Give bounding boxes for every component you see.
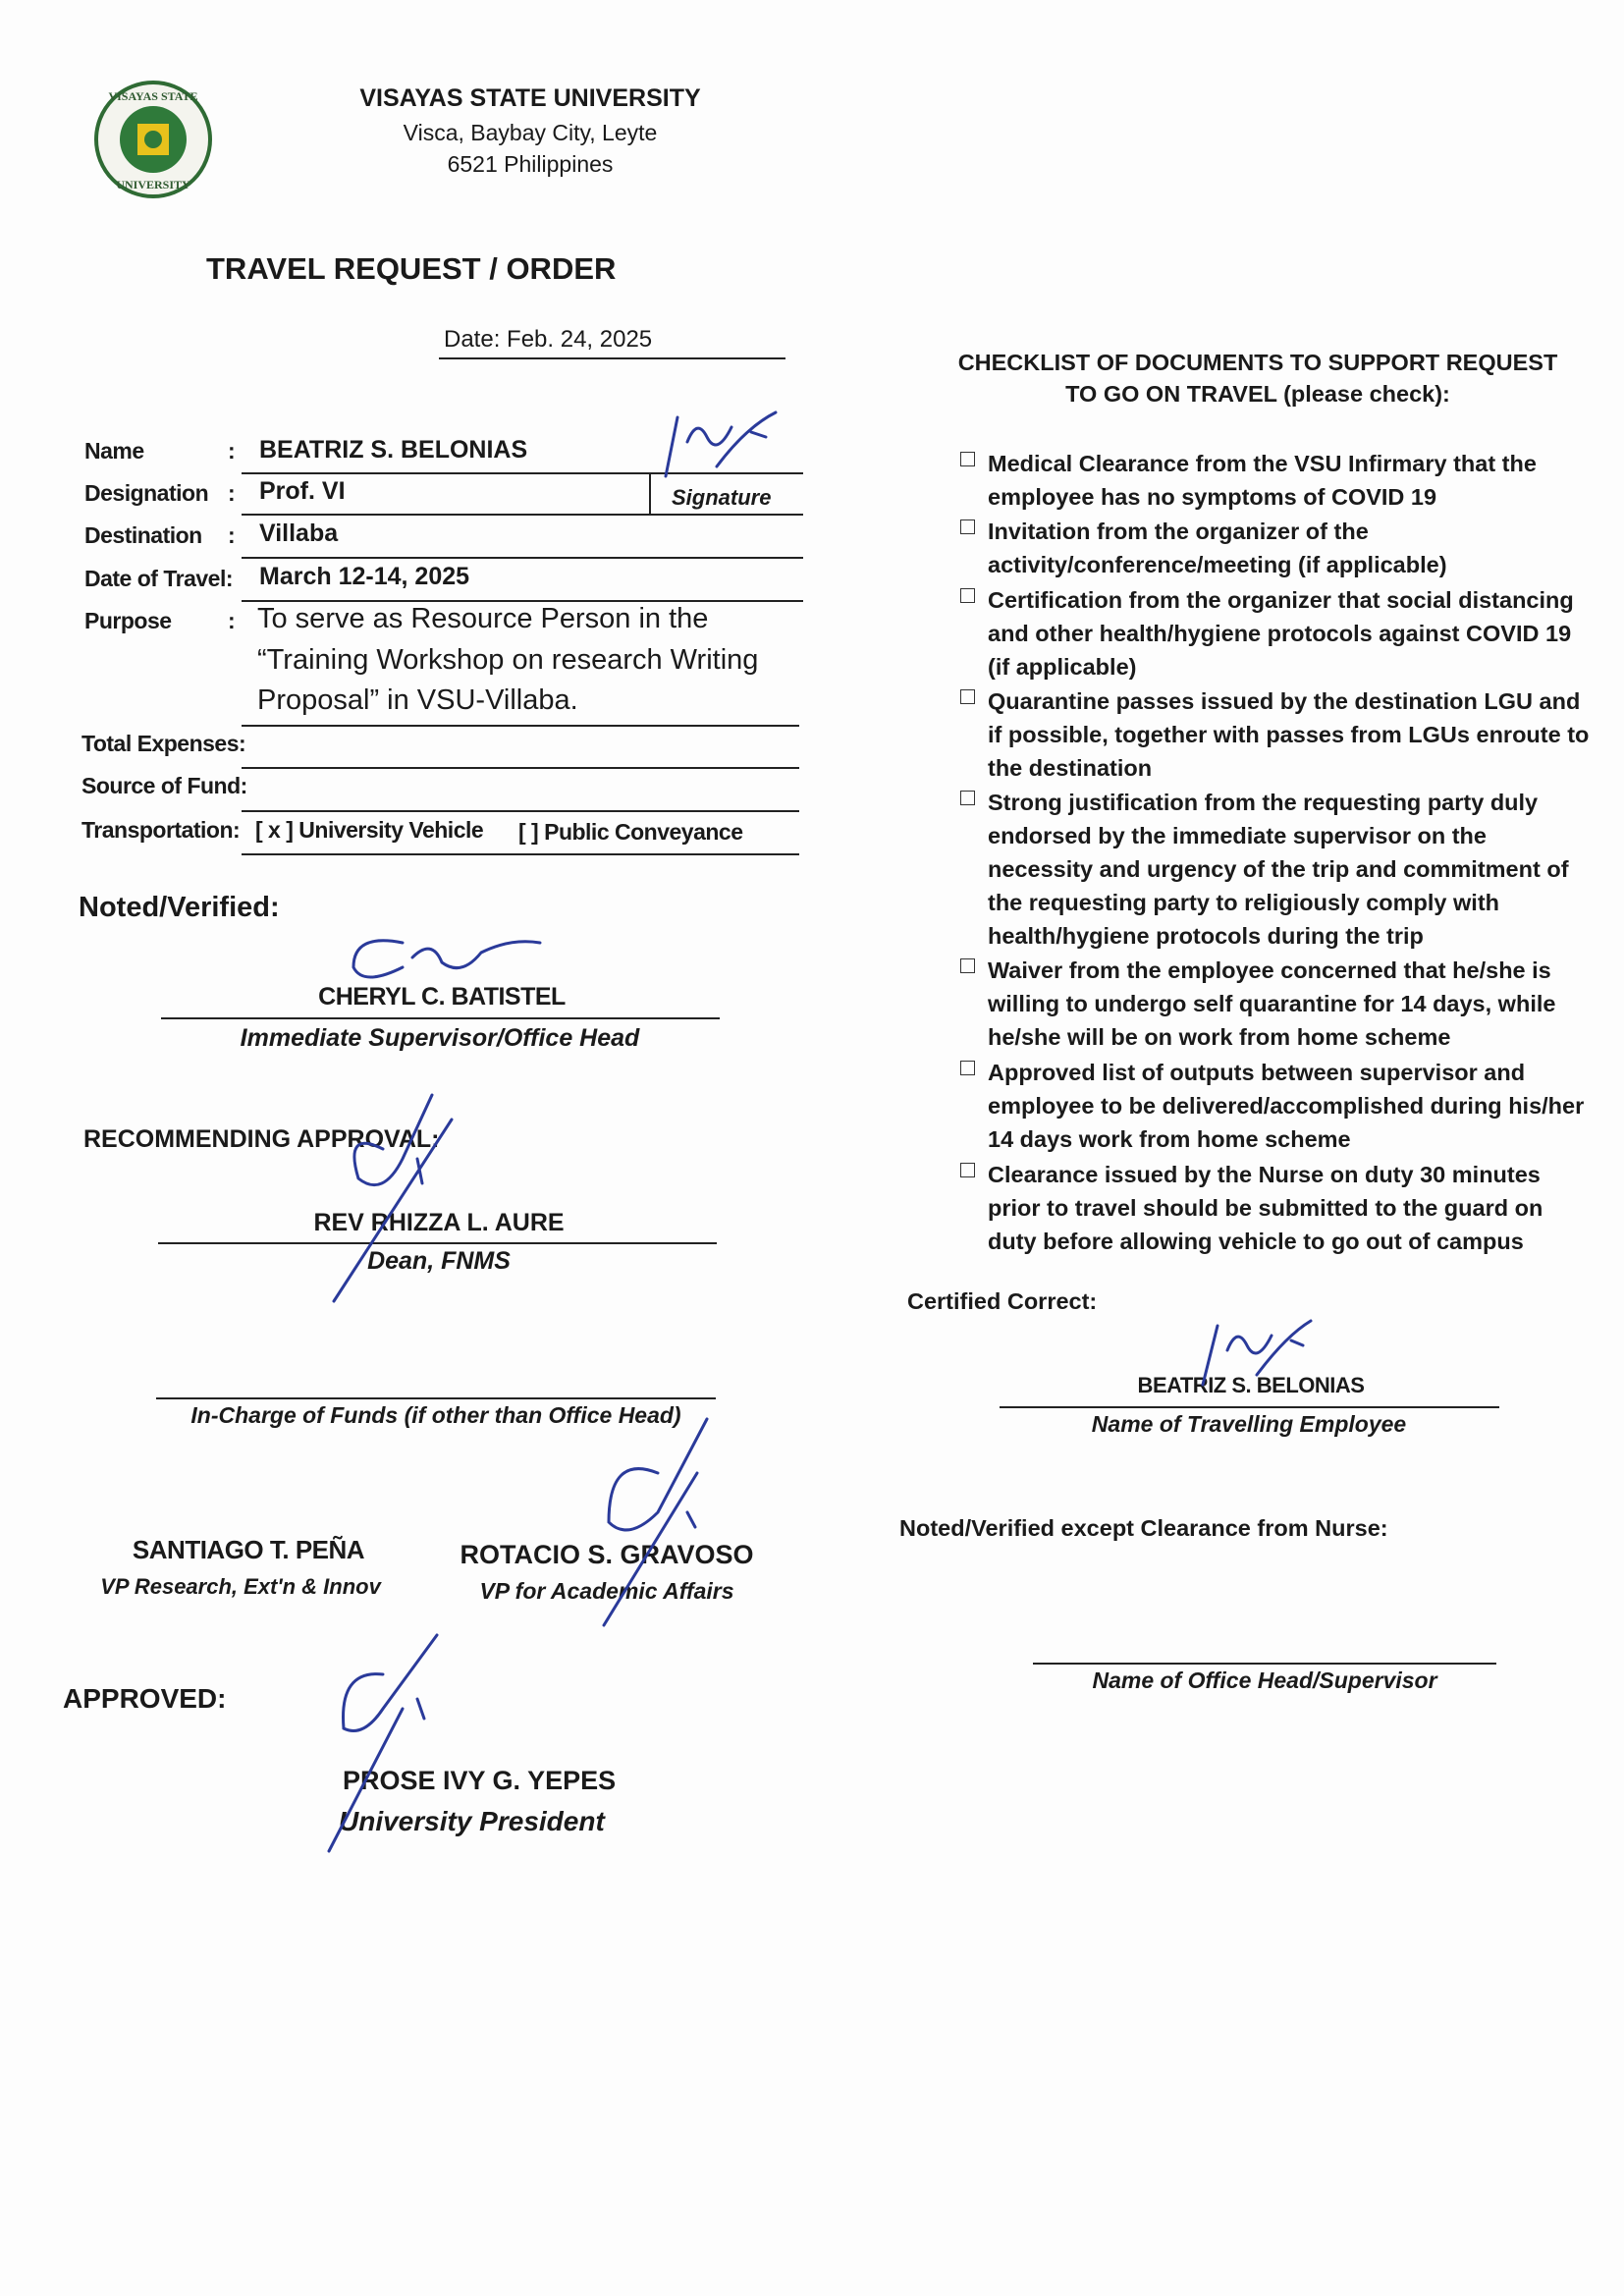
purpose-line-2: “Training Workshop on research Writing <box>257 644 759 676</box>
checklist-heading: CHECKLIST OF DOCUMENTS TO SUPPORT REQUEST <box>957 350 1558 375</box>
certified-correct-label: Certified Correct: <box>907 1288 1098 1314</box>
colon: : <box>228 522 236 548</box>
checklist-checkbox[interactable] <box>960 1163 975 1177</box>
purpose-line-1: To serve as Resource Person in the <box>257 603 709 634</box>
svg-text:UNIVERSITY: UNIVERSITY <box>116 178 190 191</box>
checklist-subheading: TO GO ON TRAVEL (please check): <box>1065 381 1450 407</box>
university-seal-logo <box>90 79 216 200</box>
supervisor-title: Immediate Supervisor/Office Head <box>240 1024 640 1052</box>
checklist-checkbox[interactable] <box>960 791 975 805</box>
vp-academic-signature <box>589 1414 717 1630</box>
colon: : <box>228 608 236 633</box>
checklist-checkbox[interactable] <box>960 689 975 704</box>
request-date: Date: Feb. 24, 2025 <box>444 326 653 353</box>
in-charge-of-funds-label: In-Charge of Funds (if other than Office Head) <box>190 1402 681 1428</box>
president-signature <box>324 1630 452 1856</box>
checklist-checkbox[interactable] <box>960 452 975 466</box>
noted-except-nurse-label: Noted/Verified except Clearance from Nurse: <box>899 1515 1388 1541</box>
checklist-item: Clearance issued by the Nurse on duty 30 minutes prior to travel should be submitted to the guard on duty before allowing vehicle to go out of campus <box>988 1162 1543 1254</box>
university-name: VISAYAS STATE UNIVERSITY <box>359 84 701 112</box>
approved-label: APPROVED: <box>63 1683 227 1714</box>
destination-value: Villaba <box>259 519 339 547</box>
colon: : <box>228 438 236 464</box>
university-postal: 6521 Philippines <box>447 151 614 177</box>
noted-verified-label: Noted/Verified: <box>79 892 280 923</box>
svg-text:VISAYAS STATE: VISAYAS STATE <box>108 89 198 103</box>
checklist-checkbox[interactable] <box>960 588 975 603</box>
office-head-label: Name of Office Head/Supervisor <box>1092 1667 1437 1693</box>
checklist-item: Invitation from the organizer of the activity/conference/meeting (if applicable) <box>988 519 1447 577</box>
dean-title: Dean, FNMS <box>367 1247 511 1275</box>
total-expenses-label: Total Expenses: <box>81 731 246 756</box>
president-name: PROSE IVY G. YEPES <box>343 1766 617 1795</box>
checklist-checkbox[interactable] <box>960 958 975 973</box>
form-title: TRAVEL REQUEST / ORDER <box>206 251 617 286</box>
colon: : <box>228 480 236 506</box>
name-label: Name <box>84 438 144 464</box>
date-of-travel-value: March 12-14, 2025 <box>259 563 470 590</box>
university-address: Visca, Baybay City, Leyte <box>403 120 658 145</box>
requester-signature <box>658 408 785 486</box>
vp-research-title: VP Research, Ext'n & Innov <box>100 1574 381 1599</box>
vp-academic-title: VP for Academic Affairs <box>479 1578 734 1604</box>
transportation-label: Transportation: <box>81 817 241 843</box>
president-title: University President <box>339 1806 605 1836</box>
signature-label: Signature <box>672 485 772 510</box>
purpose-line-3: Proposal” in VSU-Villaba. <box>257 684 578 716</box>
employee-title: Name of Travelling Employee <box>1091 1411 1407 1437</box>
checklist-item: Medical Clearance from the VSU Infirmary that the employee has no symptoms of COVID 19 <box>988 451 1537 510</box>
checklist-item: Approved list of outputs between supervisor and employee to be delivered/accomplished during his/her 14 days work from home scheme <box>988 1060 1585 1152</box>
employee-signature <box>1193 1316 1321 1394</box>
purpose-label: Purpose <box>84 608 172 633</box>
checklist-item: Certification from the organizer that social distancing and other health/hygiene protocols against COVID 19 (if applicable) <box>988 587 1574 680</box>
supervisor-signature <box>344 928 550 997</box>
designation-label: Designation <box>84 480 209 506</box>
destination-label: Destination <box>84 522 202 548</box>
dean-name: REV RHIZZA L. AURE <box>313 1209 565 1236</box>
vp-academic-name: ROTACIO S. GRAVOSO <box>460 1540 754 1569</box>
recommending-approval-label: RECOMMENDING APPROVAL: <box>83 1125 440 1153</box>
checklist-checkbox[interactable] <box>960 519 975 534</box>
checklist-item: Strong justification from the requesting party duly endorsed by the immediate supervisor on the necessity and urgency of the trip and commitment of the requesting party to religiously comply with health/hygiene protocols during the trip <box>988 790 1569 949</box>
checklist-item: Quarantine passes issued by the destination LGU and if possible, together with passes from LGUs enroute to the destination <box>988 688 1590 781</box>
source-of-fund-label: Source of Fund: <box>81 773 247 798</box>
public-conveyance-option[interactable]: [ ] Public Conveyance <box>518 819 743 845</box>
supervisor-name: CHERYL C. BATISTEL <box>318 983 566 1011</box>
employee-name: BEATRIZ S. BELONIAS <box>1137 1373 1365 1397</box>
checklist-checkbox[interactable] <box>960 1061 975 1075</box>
checklist-item: Waiver from the employee concerned that he/she is willing to undergo self quarantine for 14 days, while he/she will be on work from home scheme <box>988 957 1556 1050</box>
dean-signature <box>324 1090 461 1306</box>
designation-value: Prof. VI <box>259 477 346 505</box>
vp-research-name: SANTIAGO T. PEÑA <box>132 1535 365 1564</box>
name-value: BEATRIZ S. BELONIAS <box>259 436 528 464</box>
date-of-travel-label: Date of Travel: <box>84 566 233 591</box>
university-vehicle-option[interactable]: [ x ] University Vehicle <box>255 817 484 843</box>
